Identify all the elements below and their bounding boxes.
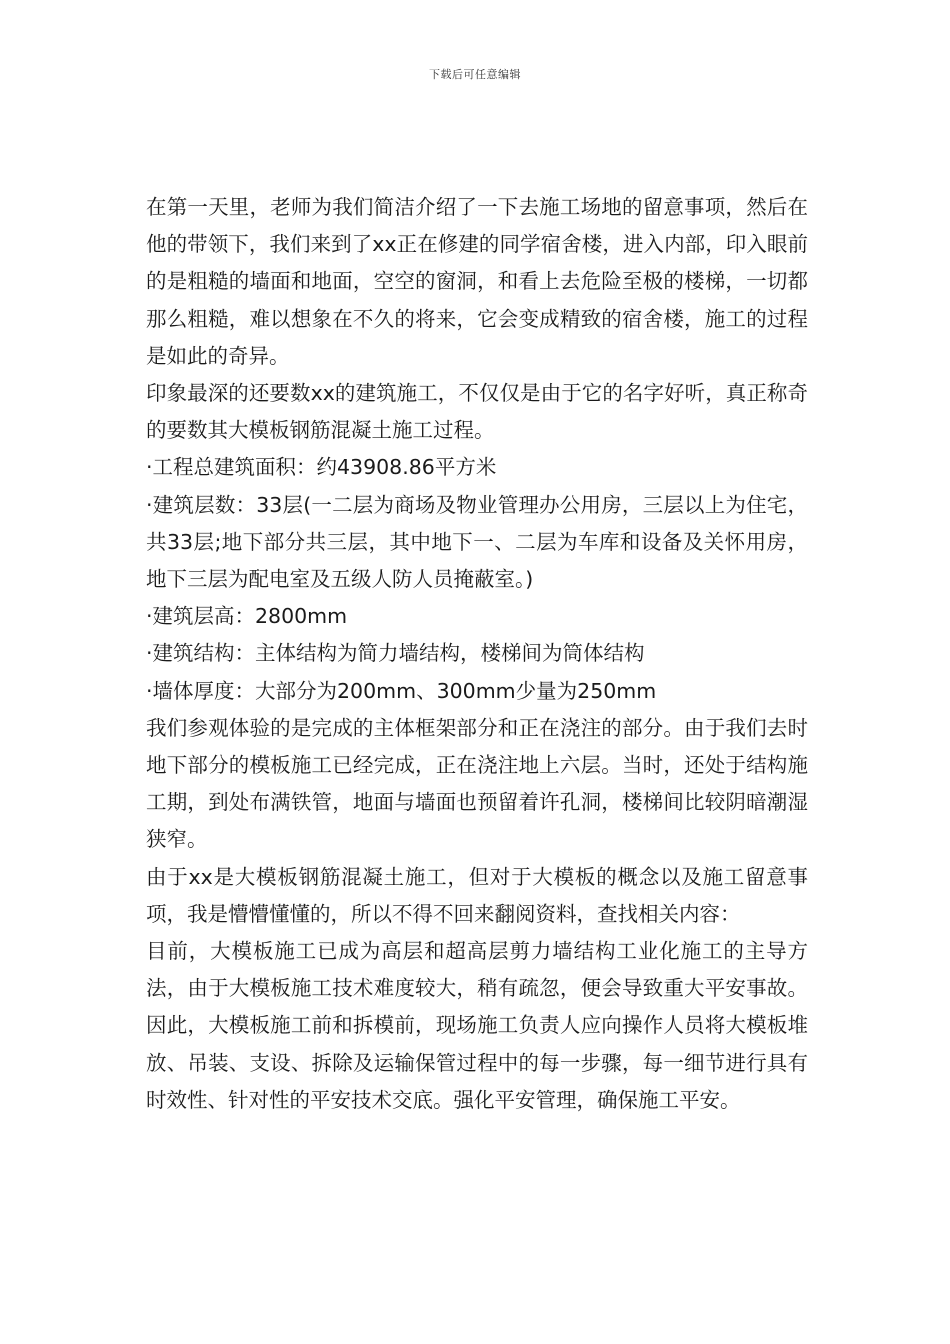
document-body bbox=[146, 189, 808, 1119]
paragraph-impression: 印象最深的还要数xx的建筑施工，不仅仅是由于它的名字好听，真正称奇的要数其大模板钢筋混凝土施工过程。 bbox=[146, 381, 808, 443]
page-header: 下载后可任意编辑 bbox=[429, 68, 521, 81]
spec-structure: ·建筑结构：主体结构为简力墙结构，楼梯间为筒体结构 bbox=[146, 641, 645, 666]
paragraph-formwork-safety: 目前，大模板施工已成为高层和超高层剪力墙结构工业化施工的主导方法，由于大模板施工技术难度较大，稍有疏忽，便会导致重大平安事故。因此，大模板施工前和拆模前，现场施工负责人应向操作人员将大模板堆放、吊装、支设、拆除及运输保管过程中的每一步骤，每一细节进行具有时效性、针对性的平安技术交底。强化平安管理，确保施工平安。 bbox=[146, 939, 808, 1112]
spec-total-area: ·工程总建筑面积：约43908.86平方米 bbox=[146, 455, 497, 480]
paragraph-formwork-research: 由于xx是大模板钢筋混凝土施工，但对于大模板的概念以及施工留意事项，我是懵懵懂懂的，所以不得不回来翻阅资料，查找相关内容： bbox=[146, 864, 808, 926]
paragraph-visit: 我们参观体验的是完成的主体框架部分和正在浇注的部分。由于我们去时地下部分的模板施工已经完成，正在浇注地上六层。当时，还处于结构施工期，到处布满铁管，地面与墙面也预留着许孔洞，楼梯间比较阴暗潮湿狭窄。 bbox=[146, 715, 808, 852]
paragraph-first-day: 在第一天里，老师为我们简洁介绍了一下去施工场地的留意事项，然后在他的带领下，我们来到了xx正在修建的同学宿舍楼，进入内部，印入眼前的是粗糙的墙面和地面，空空的窗洞，和看上去危险至极的楼梯，一切都那么粗糙，难以想象在不久的将来，它会变成精致的宿舍楼，施工的过程是如此的奇异。 bbox=[146, 195, 808, 368]
spec-floors: ·建筑层数：33层(一二层为商场及物业管理办公用房，三层以上为住宅，共33层;地下部分共三层，其中地下一、二层为车库和设备及关怀用房，地下三层为配电室及五级人防人员掩蔽室。) bbox=[146, 492, 808, 592]
spec-wall-thickness: ·墙体厚度：大部分为200mm、300mm少量为250mm bbox=[146, 678, 657, 703]
spec-floor-height: ·建筑层高：2800mm bbox=[146, 604, 348, 629]
